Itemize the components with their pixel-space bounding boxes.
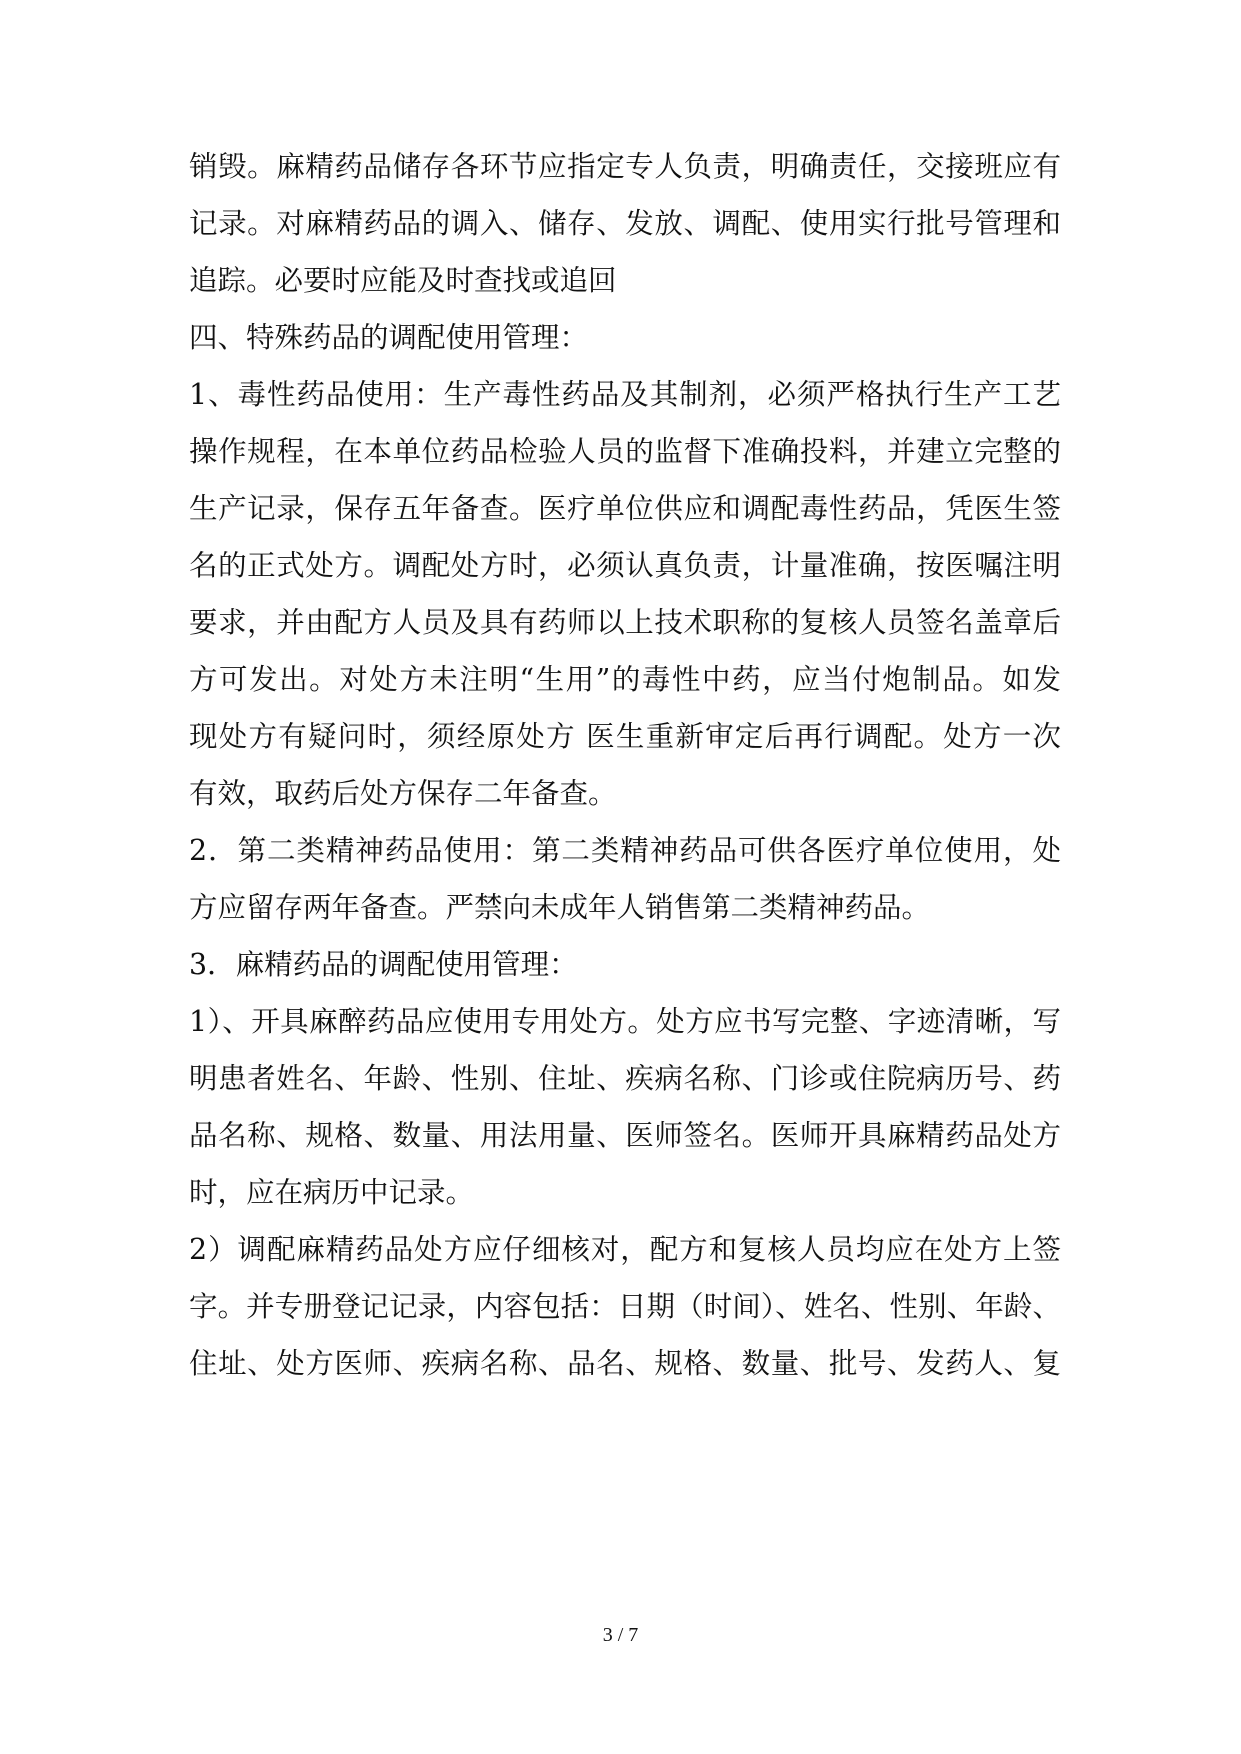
section-heading: 3．麻精药品的调配使用管理：: [189, 948, 578, 981]
paragraph-line: 2）调配麻精药品处方应仔细核对，配方和复核人员均应在处方上签: [189, 1233, 1061, 1266]
paragraph-line: 名的正式处方。调配处方时，必须认真负责，计量准确，按医嘱注明: [189, 549, 1061, 582]
paragraph-line: 操作规程，在本单位药品检验人员的监督下准确投料，并建立完整的: [189, 435, 1061, 468]
paragraph-line: 时，应在病历中记录。: [189, 1176, 475, 1209]
paragraph-line: 品名称、规格、数量、用法用量、医师签名。医师开具麻精药品处方: [189, 1119, 1061, 1152]
paragraph-line: 字。并专册登记记录，内容包括：日期（时间）、姓名、性别、年龄、: [189, 1290, 1061, 1323]
paragraph-line: 现处方有疑问时，须经原处方 医生重新审定后再行调配。处方一次: [189, 720, 1061, 753]
paragraph-line: 记录。对麻精药品的调入、储存、发放、调配、使用实行批号管理和: [189, 207, 1061, 240]
paragraph-line: 销毁。麻精药品储存各环节应指定专人负责，明确责任，交接班应有: [189, 150, 1061, 183]
paragraph-line: 方应留存两年备查。严禁向未成年人销售第二类精神药品。: [189, 891, 931, 924]
section-heading: 四、特殊药品的调配使用管理：: [189, 321, 589, 354]
paragraph-line: 有效，取药后处方保存二年备查。: [189, 777, 617, 810]
paragraph-line: 明患者姓名、年龄、性别、住址、疾病名称、门诊或住院病历号、药: [189, 1062, 1061, 1095]
paragraph-line: 2．第二类精神药品使用：第二类精神药品可供各医疗单位使用，处: [189, 834, 1061, 867]
page-number: 3 / 7: [602, 1624, 639, 1646]
paragraph-line: 住址、处方医师、疾病名称、品名、规格、数量、批号、发药人、复: [189, 1347, 1061, 1380]
paragraph-line: 生产记录，保存五年备查。医疗单位供应和调配毒性药品，凭医生签: [189, 492, 1061, 525]
paragraph-line: 方可发出。对处方未注明“生用”的毒性中药，应当付炮制品。如发: [189, 663, 1061, 696]
paragraph-line: 要求，并由配方人员及具有药师以上技术职称的复核人员签名盖章后: [189, 606, 1061, 639]
paragraph-line: 1、毒性药品使用：生产毒性药品及其制剂，必须严格执行生产工艺: [189, 378, 1061, 411]
paragraph-line: 追踪。必要时应能及时查找或追回: [189, 264, 617, 297]
paragraph-line: 1）、开具麻醉药品应使用专用处方。处方应书写完整、字迹清晰，写: [189, 1005, 1061, 1038]
